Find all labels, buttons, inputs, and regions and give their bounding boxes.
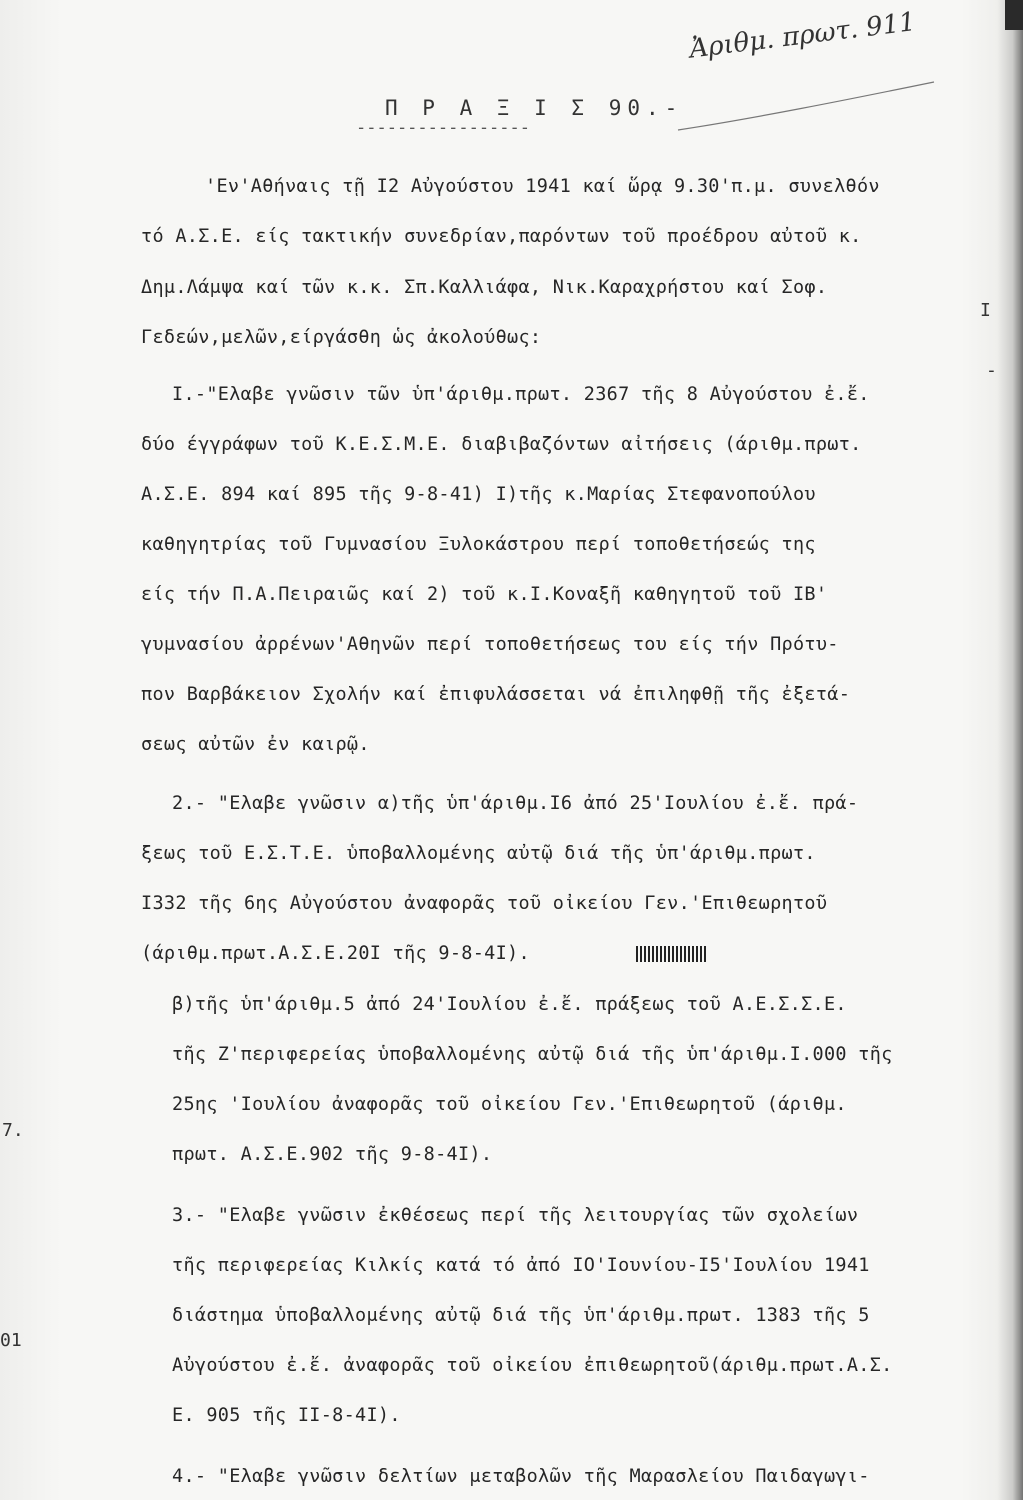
text-line: πρωτ. Α.Σ.Ε.902 τῆς 9-8-4Ι).	[172, 1144, 493, 1165]
text-line: Γεδεών,μελῶν,είργάσθη ὡς ἀκολούθως:	[141, 327, 542, 348]
margin-mark: I	[980, 300, 991, 321]
page-corner-dark	[1005, 0, 1023, 30]
title-underline: -----------------	[356, 118, 530, 138]
page-edge-shadow	[997, 0, 1023, 1500]
text-line: δύο έγγράφων τοῦ Κ.Ε.Σ.Μ.Ε. διαβιβαζόντων αἰτήσεις (άριθμ.πρωτ.	[141, 434, 862, 455]
text-line: τῆς Ζ'περιφερείας ὑποβαλλομένης αὐτῷ διά τῆς ὑπ'άριθμ.Ι.000 τῆς	[172, 1044, 893, 1065]
text-line: πον Βαρβάκειον Σχολήν καί ἐπιφυλάσσεται νά ἐπιληφθῇ τῆς ἐξετά-	[141, 684, 851, 705]
text-line: Α.Σ.Ε. 894 καί 895 τῆς 9-8-41) Ι)τῆς κ.Μαρίας Στεφανοπούλου	[141, 484, 816, 505]
document-title: Π Ρ Α Ξ Ι Σ 90.-	[385, 96, 684, 120]
text-line: Ι332 τῆς 6ης Αὐγούστου ἀναφορᾶς τοῦ οἰκείου Γεν.'Επιθεωρητοῦ	[141, 893, 828, 914]
text-line: (άριθμ.πρωτ.Α.Σ.Ε.20Ι τῆς 9-8-4Ι).	[141, 943, 530, 964]
text-line: Ε. 905 τῆς ΙΙ-8-4Ι).	[172, 1405, 401, 1426]
margin-mark: -	[986, 360, 997, 381]
handwritten-line	[676, 78, 936, 138]
text-line: ξεως τοῦ Ε.Σ.Τ.Ε. ὑποβαλλομένης αὐτῷ διά τῆς ὑπ'άριθμ.πρωτ.	[141, 843, 816, 864]
text-line: τό Α.Σ.Ε. είς τακτικήν συνεδρίαν,παρόντων τοῦ προέδρου αὐτοῦ κ.	[141, 226, 862, 247]
text-line: 2.- "Ελαβε γνῶσιν α)τῆς ὑπ'άριθμ.Ι6 ἀπό 25'Ιουλίου ἐ.ἔ. πρά-	[172, 793, 859, 814]
text-line: διάστημα ὑποβαλλομένης αὐτῷ διά τῆς ὑπ'άριθμ.πρωτ. 1383 τῆς 5	[172, 1305, 870, 1326]
text-line: είς τήν Π.Α.Πειραιῶς καί 2) τοῦ κ.Ι.Κοναξῆ καθηγητοῦ τοῦ ΙΒ'	[141, 584, 828, 605]
text-line: 4.- "Ελαβε γνῶσιν δελτίων μεταβολῶν τῆς Μαρασλείου Παιδαγωγι-	[172, 1466, 870, 1487]
text-line: Δημ.Λάμψα καί τῶν κ.κ. Σπ.Καλλιάφα, Νικ.Καραχρήστου καί Σοφ.	[141, 277, 828, 298]
text-line: 25ης 'Ιουλίου ἀναφορᾶς τοῦ οἰκείου Γεν.'Επιθεωρητοῦ (άριθμ.	[172, 1094, 847, 1115]
text-line: 'Εν'Αθήναις τῇ Ι2 Αὐγούστου 1941 καί ὥρᾳ 9.30'π.μ. συνελθόν	[205, 176, 880, 197]
text-line: καθηγητρίας τοῦ Γυμνασίου Ξυλοκάστρου περί τοποθετήσεώς της	[141, 534, 816, 555]
margin-mark: 7.	[2, 1120, 24, 1141]
text-line: β)τῆς ὑπ'άριθμ.5 ἀπό 24'Ιουλίου ἐ.ἔ. πράξεως τοῦ Α.Ε.Σ.Σ.Ε.	[172, 994, 847, 1015]
margin-mark: 01	[0, 1330, 22, 1351]
text-line: σεως αὐτῶν ἐν καιρῷ.	[141, 734, 370, 755]
text-line: Ι.-"Ελαβε γνῶσιν τῶν ὑπ'άριθμ.πρωτ. 2367 τῆς 8 Αὐγούστου ἐ.ἔ.	[172, 384, 870, 405]
text-line: τῆς περιφερείας Κιλκίς κατά τό ἀπό ΙΟ'Ιουνίου-Ι5'Ιουλίου 1941	[172, 1255, 870, 1276]
text-line: γυμνασίου ἀρρένων'Αθηνῶν περί τοποθετήσεως του είς τήν Πρότυ-	[141, 634, 839, 655]
text-line: 3.- "Ελαβε γνῶσιν ἐκθέσεως περί τῆς λειτουργίας τῶν σχολείων	[172, 1205, 859, 1226]
text-line: Αὐγούστου ἐ.ἔ. ἀναφορᾶς τοῦ οἰκείου ἐπιθεωρητοῦ(άριθμ.πρωτ.Α.Σ.	[172, 1355, 893, 1376]
handwritten-note: Ἀριθμ. πρωτ. 911	[687, 7, 918, 65]
strikethrough-scribble	[636, 946, 708, 962]
